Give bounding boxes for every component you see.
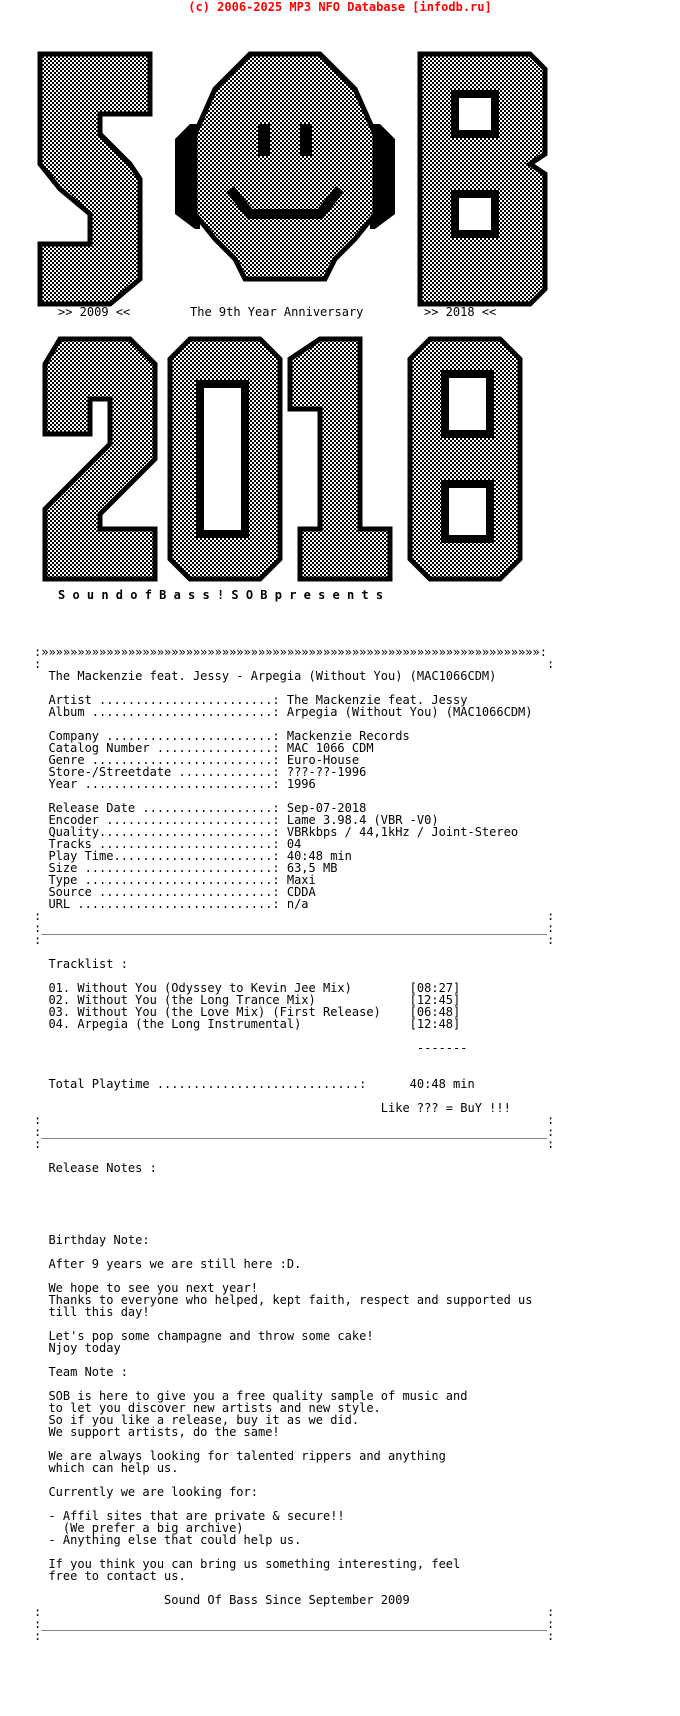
nfo-line: We hope to see you next year! xyxy=(34,1281,258,1295)
nfo-line: Genre .........................: Euro-House xyxy=(34,753,360,767)
nfo-line: Release Date ..................: Sep-07-2018 xyxy=(34,801,367,815)
nfo-text-body xyxy=(34,646,674,1642)
nfo-line: After 9 years we are still here :D. xyxy=(34,1257,302,1271)
letter-b-art xyxy=(420,54,545,304)
nfo-line: which can help us. xyxy=(34,1461,179,1475)
nfo-line: Quality........................: VBRkbps / 44,1kHz / Joint-Stereo xyxy=(34,825,519,839)
nfo-line: till this day! xyxy=(34,1305,150,1319)
database-header: (c) 2006-2025 MP3 NFO Database [infodb.ru] xyxy=(188,0,492,14)
nfo-line: 04. Arpegia (the Long Instrumental) [12:48] xyxy=(34,1017,461,1031)
presents-line: S o u n d o f B a s s ! S O B p r e s e n t s xyxy=(58,588,384,602)
banner-year-left: >> 2009 << xyxy=(58,305,131,319)
nfo-line: Company .......................: Mackenzie Records xyxy=(34,729,410,743)
nfo-line: Year ..........................: 1996 xyxy=(34,777,316,791)
nfo-line: Release Notes : xyxy=(34,1161,157,1175)
nfo-line xyxy=(34,1174,674,1186)
nfo-line: ------- xyxy=(34,1041,468,1055)
nfo-line: :______________________________________________________________________: xyxy=(34,1617,555,1631)
nfo-line: Currently we are looking for: xyxy=(34,1485,258,1499)
nfo-line: :______________________________________________________________________: xyxy=(34,1125,555,1139)
sob-2018-ascii-art-banner xyxy=(0,14,680,646)
nfo-line: :»»»»»»»»»»»»»»»»»»»»»»»»»»»»»»»»»»»»»»»»»»»»»»»»»»»»»»»»»»»»»»»»»»»»»: xyxy=(34,645,547,659)
nfo-line: Let's pop some champagne and throw some cake! xyxy=(34,1329,374,1343)
nfo-line: Album .........................: Arpegia (Without You) (MAC1066CDM) xyxy=(34,705,533,719)
nfo-line: We are always looking for talented rippers and anything xyxy=(34,1449,446,1463)
nfo-line: Like ??? = BuY !!! xyxy=(34,1101,511,1115)
banner-year-right: >> 2018 << xyxy=(424,305,497,319)
smiley-headphones-art xyxy=(175,54,395,279)
nfo-line: Play Time......................: 40:48 min xyxy=(34,849,352,863)
nfo-line: SOB is here to give you a free quality sample of music and xyxy=(34,1389,468,1403)
nfo-line: Source ........................: CDDA xyxy=(34,885,316,899)
nfo-line: Birthday Note: xyxy=(34,1233,150,1247)
nfo-line: Team Note : xyxy=(34,1365,128,1379)
nfo-line: Njoy today xyxy=(34,1341,121,1355)
banner-anniversary: The 9th Year Anniversary xyxy=(190,305,364,319)
nfo-line: Total Playtime ............................: 40:48 min xyxy=(34,1077,475,1091)
anniversary-row xyxy=(58,305,496,319)
nfo-line: : : xyxy=(34,1605,555,1619)
nfo-line xyxy=(34,1054,674,1066)
nfo-line: Thanks to everyone who helped, kept faith, respect and supported us xyxy=(34,1293,533,1307)
nfo-line: : : xyxy=(34,933,555,947)
nfo-line: : : xyxy=(34,1113,555,1127)
nfo-line: Store-/Streetdate .............: ???-??-1996 xyxy=(34,765,367,779)
nfo-line: URL ...........................: n/a xyxy=(34,897,309,911)
nfo-line: Sound Of Bass Since September 2009 xyxy=(34,1593,410,1607)
nfo-line: Size ..........................: 63,5 MB xyxy=(34,861,338,875)
nfo-line: : : xyxy=(34,1137,555,1151)
nfo-line: - Affil sites that are private & secure!! xyxy=(34,1509,345,1523)
nfo-line xyxy=(34,1198,674,1210)
nfo-line: Encoder .......................: Lame 3.98.4 (VBR -V0) xyxy=(34,813,439,827)
nfo-line: We support artists, do the same! xyxy=(34,1425,280,1439)
digit-1-art xyxy=(290,339,390,579)
nfo-line: 03. Without You (the Love Mix) (First Release) [06:48] xyxy=(34,1005,461,1019)
nfo-line: If you think you can bring us something interesting, feel xyxy=(34,1557,461,1571)
nfo-line: :______________________________________________________________________: xyxy=(34,921,555,935)
nfo-line: Tracks ........................: 04 xyxy=(34,837,302,851)
nfo-line: The Mackenzie feat. Jessy - Arpegia (Without You) (MAC1066CDM) xyxy=(34,669,497,683)
nfo-line: Tracklist : xyxy=(34,957,128,971)
nfo-line: : : xyxy=(34,1629,555,1643)
nfo-line xyxy=(34,946,674,958)
nfo-line: Type ..........................: Maxi xyxy=(34,873,316,887)
letter-s-art xyxy=(40,54,150,304)
nfo-line: : : xyxy=(34,657,555,671)
nfo-line xyxy=(34,1210,674,1222)
nfo-line: - Anything else that could help us. xyxy=(34,1533,302,1547)
nfo-line xyxy=(34,1354,674,1366)
nfo-line: free to contact us. xyxy=(34,1569,186,1583)
digit-8-art xyxy=(410,339,520,579)
nfo-line: 01. Without You (Odyssey to Kevin Jee Mix) [08:27] xyxy=(34,981,461,995)
nfo-line: to let you discover new artists and new style. xyxy=(34,1401,381,1415)
nfo-line: Catalog Number ................: MAC 1066 CDM xyxy=(34,741,374,755)
nfo-line: 02. Without You (the Long Trance Mix) [12:45] xyxy=(34,993,461,1007)
digit-2-art xyxy=(45,339,155,579)
nfo-line: : : xyxy=(34,909,555,923)
nfo-line: So if you like a release, buy it as we did. xyxy=(34,1413,360,1427)
nfo-line xyxy=(34,1186,674,1198)
nfo-line: (We prefer a big archive) xyxy=(34,1521,244,1535)
digit-0-art xyxy=(170,339,280,579)
nfo-line: Artist ........................: The Mackenzie feat. Jessy xyxy=(34,693,468,707)
